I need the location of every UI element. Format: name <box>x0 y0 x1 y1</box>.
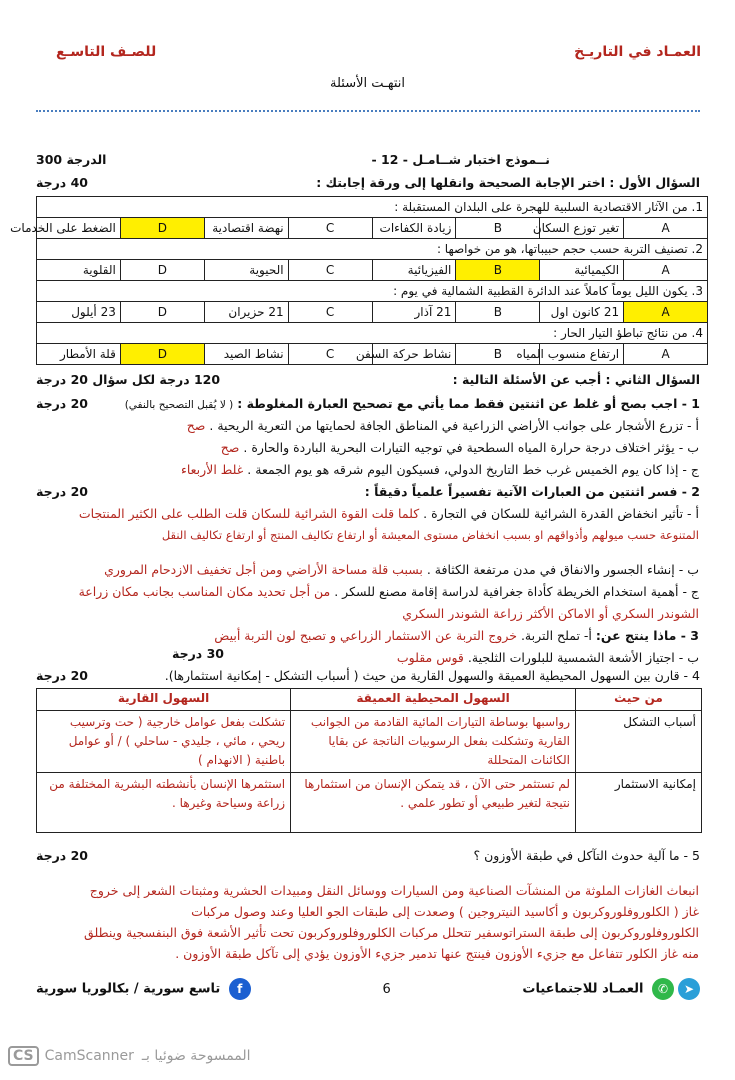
q2-p5-grade: 20 درجة <box>36 848 88 863</box>
q2-p4-heading-row <box>36 668 700 683</box>
q2-p2-grade: 20 درجة <box>36 484 88 499</box>
q1-heading: السؤال الأول : اختر الإجابة الصحيحة وانقلها إلى ورقة إجابتك : <box>316 175 700 190</box>
camscanner-app-name: CamScanner <box>44 1048 134 1064</box>
q2-p2-c <box>35 584 699 599</box>
item-answer: غلط الأربعاء <box>180 462 244 477</box>
option-text: نهضة اقتصادية <box>204 218 288 239</box>
q2-p1-heading: 1 - اجب بصح أو غلط عن اثنتين فقط مما يأتي مع تصحيح العبارة المغلوطة : <box>237 396 700 411</box>
item-text: ب - إنشاء الجسور والانفاق في مدن مرتفعة الكثافة . <box>426 562 699 577</box>
option-text: القلوية <box>37 260 121 281</box>
cell-continental: استثمرها الإنسان بأنشطته البشرية المختلفة من زراعة وسياحة وغيرها . <box>37 773 291 833</box>
item-answer: كلما قلت القوة الشرائية للسكان قلت الطلب على الكثير المنتجات <box>78 506 420 521</box>
q2-p1-item <box>35 440 699 455</box>
option-letter-correct: B <box>456 260 540 281</box>
item-text: ب - يؤثر اختلاف درجة حرارة المياه السطحية في توجيه التيارات البحرية الباردة والحارة . <box>243 440 699 455</box>
q2-p2-b <box>35 562 699 577</box>
questions-ended-label: انتهـت الأسئلة <box>330 76 405 91</box>
option-letter: C <box>288 344 372 365</box>
option-text: تغير توزع السكان <box>540 218 624 239</box>
q2-p2-a <box>35 506 699 521</box>
option-letter: C <box>288 260 372 281</box>
cell-deep: لم تستثمر حتى الآن ، قد يتمكن الإنسان من استثمارها نتيجة لتغير طبيعي أو تطور علمي . <box>291 773 576 833</box>
q2-p2-a-answer-cont: المتنوعة حسب ميولهم وأذواقهم او بسبب انخفاض مستوى المعيشة أو ارتفاع تكاليف المنتج أو ارتفاع تكاليف النقل <box>161 528 699 542</box>
option-text: الضغط على الخدمات <box>37 218 121 239</box>
footer-left <box>36 978 251 1000</box>
mcq-options-row <box>37 218 708 239</box>
footer-left-text: تاسع سورية / بكالوريا سورية <box>36 981 221 997</box>
option-letter: B <box>456 218 540 239</box>
item-text: ج - إذا كان يوم الخميس غرب خط التاريخ الدولي، فسيكون اليوم شرقه هو يوم الجمعة . <box>247 462 699 477</box>
q2-p3-heading: 3 - ماذا ينتج عن: <box>595 628 699 643</box>
item-text: أ - تزرع الأشجار على جوانب الأراضي الزراعية في المناطق الجافة لحمايتها من التعرية الريحية . <box>209 418 699 433</box>
option-text: الفيزيائية <box>372 260 456 281</box>
option-letter-correct: D <box>120 344 204 365</box>
option-text: 21 حزيران <box>204 302 288 323</box>
row-label: أسباب التشكل <box>576 711 702 773</box>
col-header: السهول القارية <box>37 689 291 711</box>
option-text: نشاط حركة السفن <box>372 344 456 365</box>
footer <box>36 978 700 1000</box>
mcq-options-row <box>37 344 708 365</box>
dotted-divider <box>36 110 700 112</box>
table-row <box>37 711 702 773</box>
option-text: 21 آذار <box>372 302 456 323</box>
q2-p1-item <box>35 418 699 433</box>
option-letter: D <box>120 302 204 323</box>
q2-p2-c-answer-cont: الشوندر السكري أو الاماكن الأكثر زراعة الشوندر السكري <box>402 606 699 621</box>
item-text: ب - اجتياز الأشعة الشمسية للبلورات الثلجية. <box>467 650 699 665</box>
answer-line: الكلوروفلوروكربون إلى طبقة الستراتوسفير تتحلل مركبات الكلوروفلوروكربون تحت تأثير الأشعة فوق البنفسجية وينطلق <box>84 925 699 940</box>
table-row <box>37 773 702 833</box>
option-text: 21 كانون اول <box>540 302 624 323</box>
mcq-stem: 2. تصنيف التربة حسب حجم حبيباتها، هو من خواصها : <box>37 239 708 260</box>
item-answer: قوس مقلوب <box>396 650 464 665</box>
exam-total-grade: الدرجة 300 <box>36 152 107 167</box>
q2-grade-note: 120 درجة لكل سؤال 20 درجة <box>36 372 221 387</box>
option-text: نشاط الصيد <box>204 344 288 365</box>
q2-p5-answer <box>35 880 699 964</box>
header-right-title: العمـاد في التاريـخ <box>574 44 701 60</box>
q1-grade: 40 درجة <box>36 175 88 190</box>
option-letter: C <box>288 218 372 239</box>
item-answer: صح <box>220 440 240 455</box>
item-text: أ- تملح التربة. <box>520 628 592 643</box>
q2-p1-heading-row <box>36 396 700 411</box>
q2-p1-note: ( لا يُقبل التصحيح بالنفي) <box>124 399 234 411</box>
col-header: من حيث <box>576 689 702 711</box>
option-letter: A <box>624 260 708 281</box>
q2-p2-heading: 2 - فسر اثنتين من العبارات الآتية تفسيراً علمياً دقيقاً : <box>364 484 700 499</box>
answer-line: انبعاث الغازات الملوثة من المنشآت الصناعية ومن السيارات ووسائل النقل ومبيدات الحشرية ومثبتات الشعر إلى خروج <box>89 883 699 898</box>
item-answer: صح <box>186 418 206 433</box>
option-letter: A <box>624 218 708 239</box>
option-text: قلة الأمطار <box>37 344 121 365</box>
q2-p5-heading: 5 - ما آلية حدوث التآكل في طبقة الأوزون ؟ <box>473 848 700 863</box>
q2-p2-heading-row <box>36 484 700 499</box>
option-letter: B <box>456 344 540 365</box>
item-answer: خروج التربة عن الاستثمار الزراعي و تصبح لون التربة أبيض <box>214 628 517 643</box>
option-letter: D <box>120 260 204 281</box>
footer-right-text: العمـاد للاجتماعيات <box>522 981 644 997</box>
mcq-stem: 3. يكون الليل يوماً كاملاً عند الدائرة القطبية الشمالية في يوم : <box>37 281 708 302</box>
telegram-icon[interactable]: ➤ <box>678 978 700 1000</box>
exam-title: نــموذج اختبار شــامـل - 12 - <box>371 152 550 167</box>
option-text: 23 أيلول <box>37 302 121 323</box>
q2-p3-grade: 30 درجة <box>172 646 224 661</box>
page-number: 6 <box>382 981 391 997</box>
header-left-title: للصـف التاسـع <box>56 44 157 60</box>
cell-deep: رواسبها بوساطة التيارات المائية القادمة من الجوانب القارية وتشكلت بفعل الرسوبيات الناتجة عن بقايا الكائنات المتحللة <box>291 711 576 773</box>
q2-p4-heading: 4 - قارن بين السهول المحيطية العميقة والسهول القارية من حيث ( أسباب التشكل - إمكانية استثمارها). <box>164 668 700 683</box>
item-answer: بسبب قلة مساحة الأراضي ومن أجل تخفيف الازدحام المروري <box>104 562 423 577</box>
option-letter: B <box>456 302 540 323</box>
answer-line: منه غاز الكلور تتفاعل مع جزيء الأوزون فينتج عنها تدمير جزيء الأوزون يؤدي إلى تآكل طبقة الأوزون . <box>175 946 699 961</box>
answer-line: غاز ( الكلوروفلوروكربون و أكاسيد النيتروجين ) وصعدت إلى طبقات الجو العليا وعند وصول مركبات <box>191 904 699 919</box>
mcq-table <box>10 196 708 365</box>
q2-p5-heading-row <box>36 848 700 863</box>
q2-p4-grade: 20 درجة <box>36 668 88 683</box>
comparison-table <box>36 688 702 833</box>
option-text: زيادة الكفاءات <box>372 218 456 239</box>
q2-heading-row <box>36 372 700 387</box>
option-text: الحيوية <box>204 260 288 281</box>
camscanner-logo-icon: CS <box>8 1046 39 1066</box>
q2-p1-item <box>35 462 699 477</box>
facebook-icon[interactable]: f <box>229 978 251 1000</box>
mcq-options-row <box>37 260 708 281</box>
option-text: الكيميائية <box>540 260 624 281</box>
item-answer: من أجل تحديد مكان المناسب بجانب مكان زراعة <box>78 584 331 599</box>
mcq-stem: 4. من نتائج تباطؤ التيار الحار : <box>37 323 708 344</box>
footer-right <box>522 978 700 1000</box>
q1-heading-row <box>36 175 700 190</box>
q2-p3-b <box>35 650 699 665</box>
item-text: أ - تأثير انخفاض القدرة الشرائية للسكان في التجارة . <box>423 506 699 521</box>
exam-title-row <box>36 152 700 167</box>
option-letter: C <box>288 302 372 323</box>
q2-p1-grade: 20 درجة <box>36 396 88 411</box>
option-letter-correct: A <box>624 302 708 323</box>
option-letter: A <box>624 344 708 365</box>
option-text: ارتفاع منسوب المياه <box>540 344 624 365</box>
q2-p3-a <box>35 628 699 643</box>
whatsapp-icon[interactable]: ✆ <box>652 978 674 1000</box>
camscanner-watermark <box>8 1046 251 1066</box>
cell-continental: تشكلت بفعل عوامل خارجية ( حت وترسيب ريحي ، مائي ، جليدي - ساحلي ) / أو عوامل باطنية ( الانهدام ) <box>37 711 291 773</box>
camscanner-text: الممسوحة ضوئيا بـ <box>141 1048 251 1064</box>
item-text: ج - أهمية استخدام الخريطة كأداة جغرافية لدراسة إقامة مصنع للسكر . <box>334 584 699 599</box>
q2-heading: السؤال الثاني : أجب عن الأسئلة التالية : <box>452 372 700 387</box>
row-label: إمكانية الاستثمار <box>576 773 702 833</box>
col-header: السهول المحيطية العميقة <box>291 689 576 711</box>
mcq-options-row <box>37 302 708 323</box>
option-letter-correct: D <box>120 218 204 239</box>
mcq-stem: 1. من الآثار الاقتصادية السلبية للهجرة على البلدان المستقبلة : <box>37 197 708 218</box>
